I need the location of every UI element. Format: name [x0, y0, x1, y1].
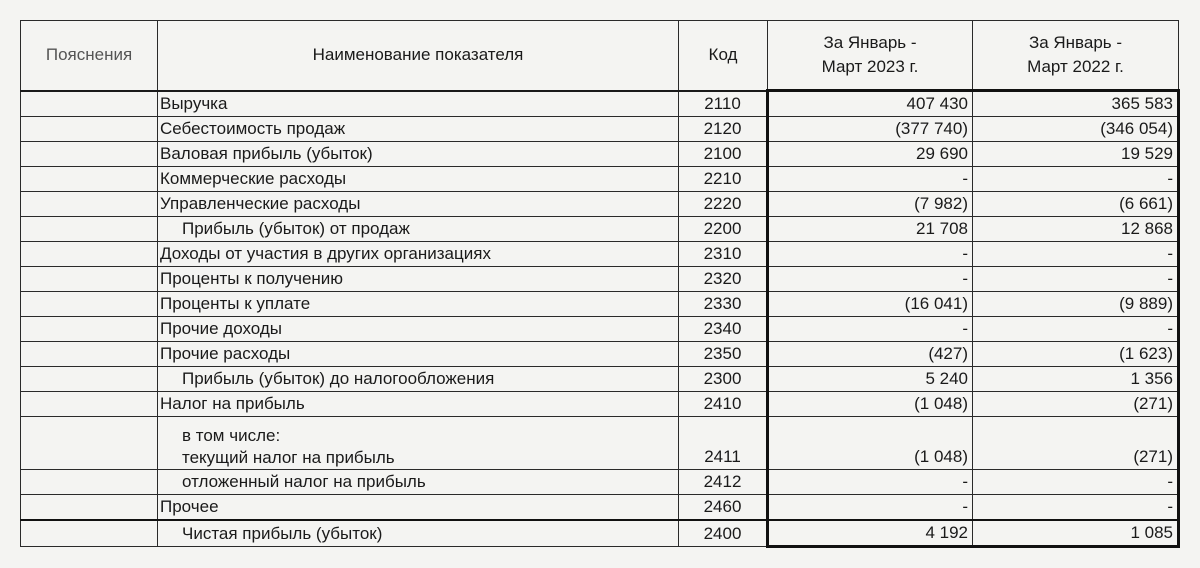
- indicator-name: Прочие расходы: [158, 342, 679, 367]
- previous-value: (271): [973, 392, 1179, 417]
- table-row: [21, 142, 1179, 167]
- line-code: 2200: [679, 217, 768, 242]
- header-indicator-name: Наименование показателя: [158, 21, 679, 91]
- indicator-name: Управленческие расходы: [158, 192, 679, 217]
- indicator-name: Себестоимость продаж: [158, 117, 679, 142]
- header-notes: Пояснения: [21, 21, 158, 91]
- line-code: 2330: [679, 292, 768, 317]
- current-value: (7 982): [768, 192, 973, 217]
- indicator-name: Налог на прибыль: [158, 392, 679, 417]
- line-code: 2220: [679, 192, 768, 217]
- table-row: [21, 317, 1179, 342]
- current-value: -: [768, 317, 973, 342]
- previous-value: (346 054): [973, 117, 1179, 142]
- indicator-name: Валовая прибыль (убыток): [158, 142, 679, 167]
- current-value: -: [768, 267, 973, 292]
- previous-value: 12 868: [973, 217, 1179, 242]
- previous-value: (271): [973, 417, 1179, 470]
- notes-cell: [21, 117, 158, 142]
- notes-cell: [21, 167, 158, 192]
- previous-value: (1 623): [973, 342, 1179, 367]
- indicator-name: Прибыль (убыток) до налогообложения: [158, 367, 679, 392]
- current-value: (427): [768, 342, 973, 367]
- indicator-name: Проценты к получению: [158, 267, 679, 292]
- previous-value: -: [973, 167, 1179, 192]
- notes-cell: [21, 417, 158, 470]
- previous-value: -: [973, 317, 1179, 342]
- table-row: [21, 192, 1179, 217]
- notes-cell: [21, 242, 158, 267]
- table-row: [21, 242, 1179, 267]
- table-row: [21, 117, 1179, 142]
- current-value: (377 740): [768, 117, 973, 142]
- current-value: -: [768, 495, 973, 521]
- notes-cell: [21, 470, 158, 495]
- indicator-name: Выручка: [158, 91, 679, 117]
- previous-value: -: [973, 267, 1179, 292]
- notes-cell: [21, 142, 158, 167]
- notes-cell: [21, 342, 158, 367]
- indicator-name: Прочие доходы: [158, 317, 679, 342]
- line-code: 2400: [679, 520, 768, 547]
- current-value: 4 192: [768, 520, 973, 547]
- previous-value: 1 356: [973, 367, 1179, 392]
- line-code: 2460: [679, 495, 768, 521]
- line-code: 2320: [679, 267, 768, 292]
- table-row: [21, 367, 1179, 392]
- notes-cell: [21, 91, 158, 117]
- table-row: [21, 470, 1179, 495]
- notes-cell: [21, 292, 158, 317]
- notes-cell: [21, 520, 158, 547]
- previous-value: -: [973, 470, 1179, 495]
- current-value: 21 708: [768, 217, 973, 242]
- current-value: 5 240: [768, 367, 973, 392]
- current-value: 29 690: [768, 142, 973, 167]
- current-value: (1 048): [768, 417, 973, 470]
- current-value: 407 430: [768, 91, 973, 117]
- header-current-period: За Январь - Март 2023 г.: [768, 21, 973, 91]
- notes-cell: [21, 317, 158, 342]
- table-row: [21, 495, 1179, 521]
- line-code: 2340: [679, 317, 768, 342]
- line-code: 2300: [679, 367, 768, 392]
- line-code: 2120: [679, 117, 768, 142]
- header-code: Код: [679, 21, 768, 91]
- previous-value: 1 085: [973, 520, 1179, 547]
- previous-value: 365 583: [973, 91, 1179, 117]
- financial-results-table: [20, 20, 1180, 548]
- notes-cell: [21, 192, 158, 217]
- header-previous-period: За Январь - Март 2022 г.: [973, 21, 1179, 91]
- table-row: [21, 167, 1179, 192]
- indicator-name: Проценты к уплате: [158, 292, 679, 317]
- table-header-row: [21, 21, 1179, 91]
- previous-value: (9 889): [973, 292, 1179, 317]
- line-code: 2110: [679, 91, 768, 117]
- current-value: -: [768, 470, 973, 495]
- line-code: 2410: [679, 392, 768, 417]
- table-row: [21, 267, 1179, 292]
- line-code: 2310: [679, 242, 768, 267]
- current-value: -: [768, 242, 973, 267]
- indicator-name: Прибыль (убыток) от продаж: [158, 217, 679, 242]
- line-code: 2100: [679, 142, 768, 167]
- line-code: 2412: [679, 470, 768, 495]
- indicator-name: Доходы от участия в других организациях: [158, 242, 679, 267]
- indicator-name: Прочее: [158, 495, 679, 521]
- current-value: (1 048): [768, 392, 973, 417]
- line-code: 2411: [679, 417, 768, 470]
- indicator-name: Чистая прибыль (убыток): [158, 520, 679, 547]
- notes-cell: [21, 217, 158, 242]
- table-row: [21, 520, 1179, 547]
- indicator-name: Коммерческие расходы: [158, 167, 679, 192]
- previous-value: 19 529: [973, 142, 1179, 167]
- financial-results-report: [20, 20, 1178, 548]
- previous-value: -: [973, 242, 1179, 267]
- line-code: 2210: [679, 167, 768, 192]
- table-row: [21, 342, 1179, 367]
- previous-value: (6 661): [973, 192, 1179, 217]
- table-row: [21, 392, 1179, 417]
- table-row: [21, 217, 1179, 242]
- notes-cell: [21, 495, 158, 521]
- indicator-name: отложенный налог на прибыль: [158, 470, 679, 495]
- line-code: 2350: [679, 342, 768, 367]
- current-value: (16 041): [768, 292, 973, 317]
- indicator-label: текущий налог на прибыль: [182, 448, 395, 467]
- notes-cell: [21, 367, 158, 392]
- indicator-prefix: в том числе:: [182, 426, 281, 445]
- notes-cell: [21, 267, 158, 292]
- previous-value: -: [973, 495, 1179, 521]
- notes-cell: [21, 392, 158, 417]
- current-value: -: [768, 167, 973, 192]
- table-row: [21, 292, 1179, 317]
- indicator-name: [158, 417, 679, 470]
- table-row: [21, 91, 1179, 117]
- table-row: [21, 417, 1179, 470]
